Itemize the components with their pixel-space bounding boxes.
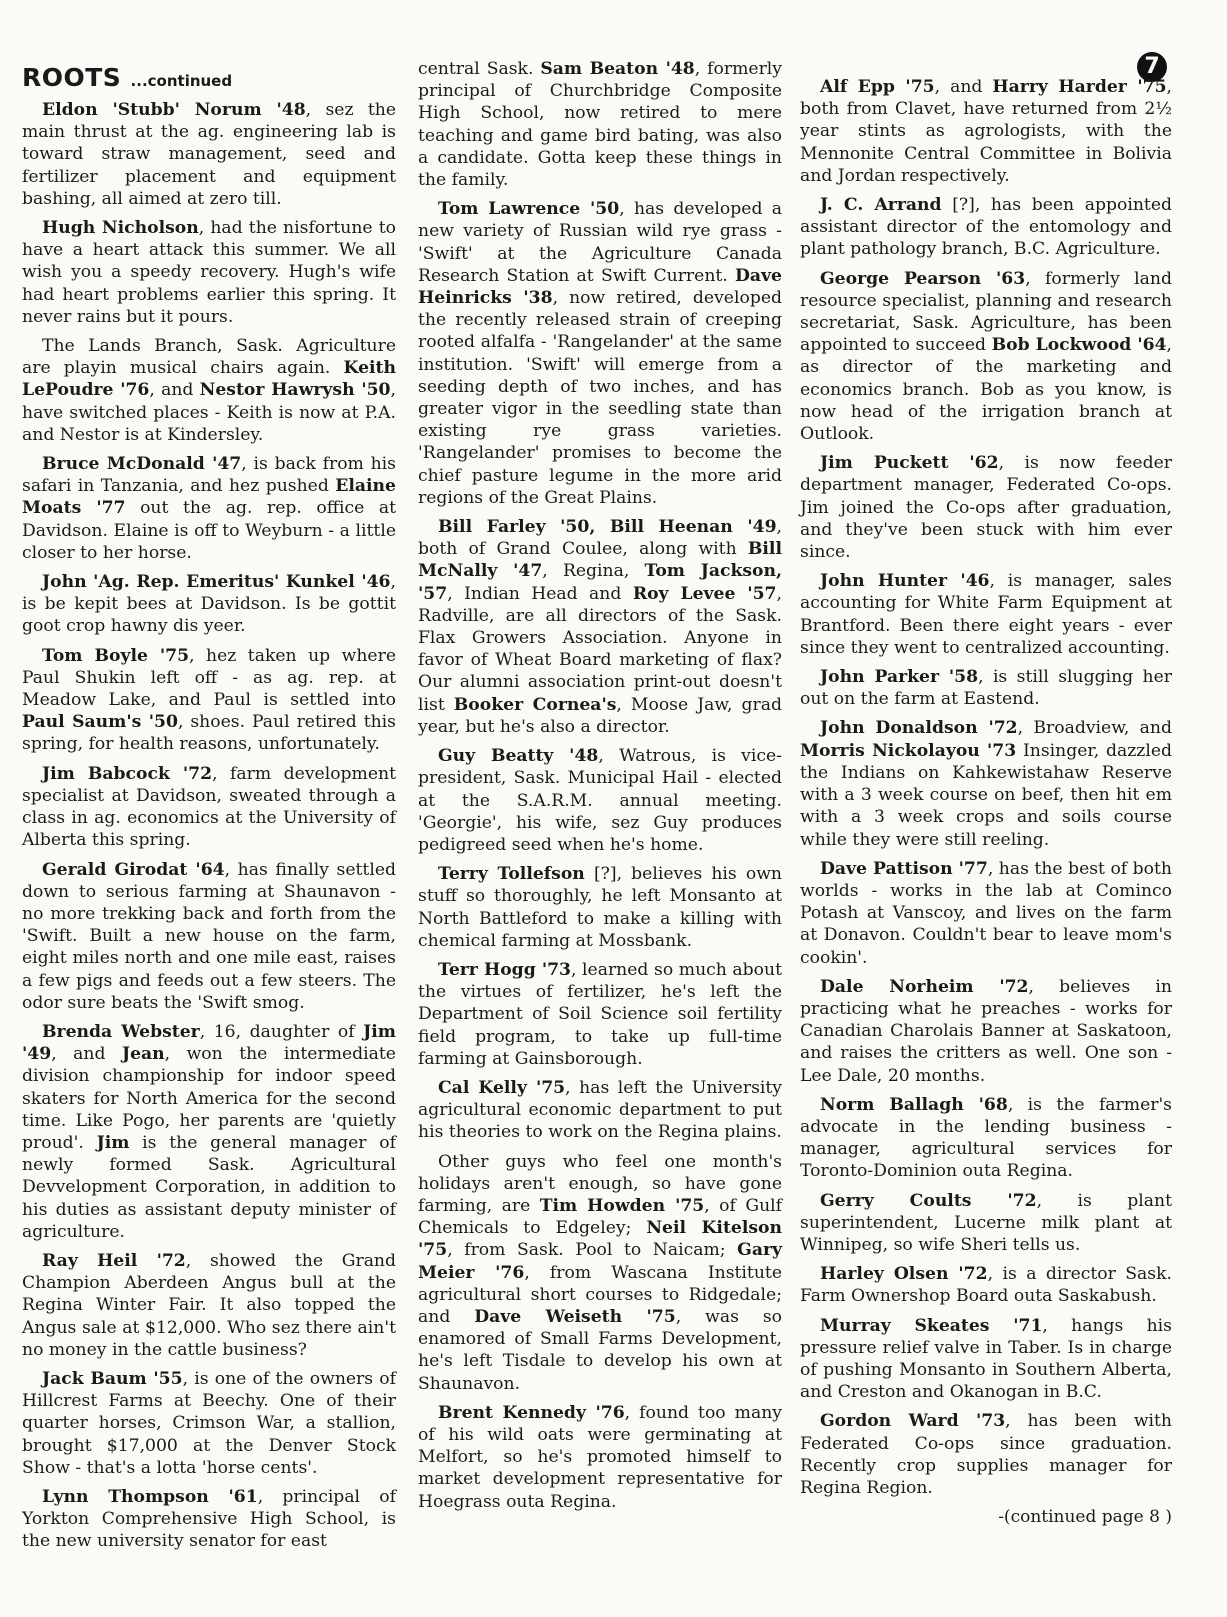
text-run: , now retired, developed the recently released strain of creeping rooted alfalfa - 'Rangelander' at the same institution. 'Swift' will emerge from a seeding depth of two inches, and has greater vigor in the seedling state than existing rye grass varieties. 'Rangelander' promises to become the chief pasture legume in the more arid regions of the Great Plains. — [418, 288, 782, 508]
name-bold: Dale Norheim '72 — [820, 976, 1029, 997]
text-run: , shoes. Paul retired this spring, for health reasons, unfortunately. — [22, 712, 396, 755]
text-run: , Regina, — [542, 561, 645, 582]
text-run: , is a director Sask. Farm Ownershop Board outa Saskabush. — [800, 1264, 1172, 1307]
paragraph — [418, 863, 782, 952]
name-bold: Booker Cornea's — [453, 694, 617, 715]
paragraph — [22, 1368, 396, 1479]
name-bold: Sam Beaton '48 — [540, 59, 695, 79]
name-bold: Jean — [121, 1044, 165, 1065]
text-run: , has developed a new variety of Russian wild rye grass - 'Swift' at the Agriculture Canada Research Station at Swift Current. — [418, 199, 782, 286]
text-run: is the general manager of newly formed Sask. Agricultural Devvelopment Corporation, in addition to his duties as assistant deputy minister of agriculture. — [22, 1132, 396, 1242]
name-bold: J. C. Arrand — [820, 195, 942, 216]
name-bold: Neil Kitelson '75 — [418, 1218, 782, 1261]
name-bold: Terr Hogg '73 — [438, 959, 571, 980]
text-run: , won the intermediate division championship for indoor speed skaters for North America for the second time. Like Pogo, her parents are 'quietly proud'. — [22, 1044, 396, 1153]
text-run: , formerly land resource specialist, planning and research secretariat, Sask. Agriculture, has been appointed to succeed — [800, 268, 1172, 356]
text-run: [?], believes his own stuff so thoroughly, he left Monsanto at North Battleford to make a killing with chemical farming at Mossbank. — [418, 864, 782, 951]
paragraph — [418, 1077, 782, 1144]
text-run: [?], has been appointed assistant director of the entomology and plant pathology branch, B.C. Agriculture. — [800, 195, 1172, 260]
name-bold: Alf Epp '75 — [820, 77, 935, 97]
text-run: , principal of Yorkton Comprehensive High School, is the new university senator for east — [22, 1486, 396, 1552]
name-bold: Brenda Webster — [42, 1021, 200, 1042]
name-bold: Elaine Moats '77 — [22, 476, 396, 519]
text-run: , Broadview, and — [1017, 718, 1172, 739]
text-run: , is still slugging her out on the farm at Eastend. — [800, 667, 1172, 710]
name-bold: John Parker '58 — [820, 667, 979, 688]
text-run: , from Sask. Pool to Naicam; — [447, 1240, 738, 1261]
paragraph — [800, 858, 1172, 969]
paragraph — [418, 959, 782, 1070]
name-bold: Tom Boyle '75 — [42, 645, 190, 666]
text-run: , Watrous, is vice-president, Sask. Municipal Hail - elected at the S.A.R.M. annual meeting. 'Georgie', his wife, sez Guy produces pedigreed seed when he's home. — [418, 746, 782, 855]
text-run: , found too many of his wild oats were germinating at Melfort, so he's promoted himself to market development representative for Hoegrass outa Regina. — [418, 1402, 782, 1512]
text-run: , sez the main thrust at the ag. engineering lab is toward straw management, seed and fertilizer placement and equipment bashing, all aimed at zero till. — [22, 100, 396, 209]
paragraph — [22, 645, 396, 756]
text-run: , Moose Jaw, grad year, but he's also a director. — [418, 694, 782, 737]
name-bold: Jim — [96, 1132, 130, 1153]
name-bold: Gary Meier '76 — [418, 1240, 782, 1283]
paragraph — [800, 976, 1172, 1087]
paragraph — [800, 452, 1172, 563]
name-bold: Dave Pattison '77 — [820, 858, 988, 879]
text-run: , is be kepit bees at Davidson. Is be gottit goot crop hawny dis yeer. — [22, 572, 396, 637]
name-bold: Gerald Girodat '64 — [42, 859, 225, 880]
name-bold: Murray Skeates '71 — [820, 1315, 1043, 1336]
name-bold: Eldon 'Stubb' Norum '48 — [42, 100, 306, 120]
page-number-badge: 7 — [1137, 52, 1167, 82]
text-run: central Sask. — [418, 59, 541, 79]
paragraph — [800, 1315, 1172, 1404]
text-run: , and — [934, 77, 993, 97]
name-bold: Jim Babcock '72 — [42, 763, 213, 784]
name-bold: Gerry Coults '72 — [820, 1190, 1037, 1211]
paragraph — [418, 1151, 782, 1395]
title-text: ROOTS — [22, 63, 122, 92]
paragraph — [22, 859, 396, 1014]
name-bold: Roy Levee '57 — [632, 583, 777, 604]
paragraph — [800, 717, 1172, 850]
text-run: , has the best of both worlds - works in the lab at Cominco Potash at Vanscoy, and lives on the farm at Donavon. Couldn't bear to leave mom's cookin'. — [800, 858, 1172, 968]
text-run: , is one of the owners of Hillcrest Farms at Beechy. One of their quarter horses, Crimson War, a stallion, brought $17,000 at the Denver Stock Show - that's a lotta 'horse cents'. — [22, 1368, 396, 1478]
name-bold: Tom Jackson, '57 — [418, 561, 782, 604]
name-bold: Keith LePoudre '76 — [22, 358, 396, 401]
column-3 — [800, 76, 1172, 1528]
paragraph — [418, 745, 782, 856]
text-run: , have switched places - Keith is now at P.A. and Nestor is at Kindersley. — [22, 380, 396, 445]
name-bold: Dave Heinricks '38 — [418, 265, 782, 309]
paragraph — [22, 571, 396, 638]
text-run: , formerly principal of Churchbridge Composite High School, now retired to mere teaching and game bird bating, was also a candidate. Gotta keep these things in the family. — [418, 59, 782, 191]
paragraph — [22, 1250, 396, 1361]
paragraph — [800, 570, 1172, 659]
name-bold: Guy Beatty '48 — [438, 746, 599, 767]
name-bold: Paul Saum's '50 — [22, 712, 178, 733]
text-run: , of Gulf Chemicals to Edgeley; — [418, 1195, 782, 1239]
text-run: , farm development specialist at Davidson, sweated through a class in ag. economics at the University of Alberta this spring. — [22, 763, 396, 851]
text-run: , hez taken up where Paul Shukin left off - as ag. rep. at Meadow Lake, and Paul is settled into — [22, 645, 396, 711]
name-bold: Hugh Nicholson — [42, 218, 199, 239]
paragraph — [800, 194, 1172, 261]
name-bold: Ray Heil '72 — [42, 1250, 186, 1271]
name-bold: Nestor Hawrysh '50 — [199, 380, 391, 401]
text-run: , hangs his pressure relief valve in Taber. Is in charge of pushing Monsanto in Southern Alberta, and Creston and Okanogan in B.C. — [800, 1315, 1172, 1403]
paragraph — [22, 453, 396, 564]
column-1-paragraphs — [22, 99, 396, 1553]
name-bold: Jim '49 — [22, 1021, 396, 1065]
continued-note: -(continued page 8 ) — [998, 1507, 1172, 1528]
name-bold: Brent Kennedy '76 — [438, 1402, 625, 1423]
text-run: , both of Grand Coulee, along with — [418, 517, 782, 560]
paragraph — [800, 1190, 1172, 1257]
paragraph — [800, 268, 1172, 446]
text-run: , is plant superintendent, Lucerne milk plant at Winnipeg, so wife Sheri tells us. — [800, 1190, 1172, 1255]
paragraph — [418, 516, 782, 738]
paragraph — [800, 1263, 1172, 1307]
name-bold: Bruce McDonald '47 — [42, 454, 242, 475]
paragraph — [22, 99, 396, 210]
text-run: , learned so much about the virtues of fertilizer, he's left the Department of Soil Science soil fertility field program, to take up full-time farming at Gainsborough. — [418, 959, 782, 1069]
name-bold: Bill Farley '50, Bill Heenan '49 — [438, 517, 777, 538]
text-run: Insinger, dazzled the Indians on Kahkewistahaw Reserve with a 3 week course on beef, then hit em with a 3 week crops and soils course while they were still reeling. — [800, 740, 1172, 850]
name-bold: Cal Kelly '75 — [438, 1077, 566, 1098]
name-bold: Norm Ballagh '68 — [820, 1094, 1008, 1115]
text-run: , was so enamored of Small Farms Development, he's left Tisdale to develop his own at Shaunavon. — [418, 1306, 782, 1394]
paragraph — [22, 1021, 396, 1243]
paragraph — [800, 76, 1172, 187]
paragraph — [800, 1094, 1172, 1183]
text-run: , showed the Grand Champion Aberdeen Angus bull at the Regina Winter Fair. It also topped the Angus sale at $12,000. Who sez there ain't no money in the cattle business? — [22, 1250, 397, 1360]
column-2 — [418, 58, 782, 1520]
text-run: , is now feeder department manager, Federated Co-ops. Jim joined the Co-ops after graduation, and they've been stuck with him ever since. — [800, 453, 1172, 563]
name-bold: Lynn Thompson '61 — [42, 1486, 258, 1507]
text-run: , Indian Head and — [447, 583, 633, 604]
text-run: , is back from his safari in Tanzania, and hez pushed — [22, 454, 396, 497]
paragraph — [22, 217, 396, 328]
text-run: , both from Clavet, have returned from 2½ year stints as agrologists, with the Mennonite Central Committee in Bolivia and Jordan respectively. — [800, 77, 1173, 186]
name-bold: George Pearson '63 — [820, 268, 1026, 289]
name-bold: Terry Tollefson — [438, 864, 585, 885]
text-run: , has been with Federated Co-ops since graduation. Recently crop supplies manager for Regina Region. — [800, 1411, 1172, 1498]
title-suffix: ...continued — [130, 72, 233, 90]
name-bold: John Donaldson '72 — [820, 718, 1018, 739]
name-bold: Bob Lockwood '64 — [991, 335, 1167, 356]
name-bold: Harley Olsen '72 — [820, 1264, 988, 1285]
paragraph — [418, 1402, 782, 1513]
name-bold: John 'Ag. Rep. Emeritus' Kunkel '46 — [42, 572, 391, 593]
name-bold: Gordon Ward '73 — [820, 1411, 1006, 1432]
name-bold: Bill McNally '47 — [418, 539, 782, 582]
text-run: , is manager, sales accounting for White Farm Equipment at Brantford. Been there eight years - ever since they went to centralized accounting. — [800, 571, 1172, 658]
paragraph — [418, 198, 782, 509]
paragraph — [22, 1486, 396, 1553]
text-run: , has left the University agricultural economic department to put his theories to work on the Regina plains. — [418, 1077, 782, 1143]
text-run: The Lands Branch, Sask. Agriculture are playin musical chairs again. — [22, 336, 396, 379]
text-run: out the ag. rep. office at Davidson. Elaine is off to Weyburn - a little closer to her horse. — [22, 498, 396, 563]
name-bold: Harry Harder '75 — [992, 77, 1167, 97]
paragraph — [22, 763, 396, 852]
text-run: , and — [51, 1044, 122, 1065]
text-run: , 16, daughter of — [199, 1021, 364, 1042]
paragraph — [800, 1410, 1172, 1499]
column-1 — [22, 62, 396, 1560]
name-bold: Jack Baum '55 — [42, 1368, 183, 1389]
name-bold: John Hunter '46 — [820, 571, 990, 592]
name-bold: Tim Howden '75 — [539, 1195, 705, 1216]
text-run: , had the nisfortune to have a heart attack this summer. We all wish you a speedy recovery. Hugh's wife had heart problems earlier this spring. It never rains but it pours. — [22, 218, 396, 327]
paragraph — [22, 335, 396, 446]
paragraph — [800, 666, 1172, 710]
name-bold: Tom Lawrence '50 — [438, 199, 620, 220]
paragraph — [418, 58, 782, 191]
name-bold: Dave Weiseth '75 — [474, 1306, 676, 1327]
name-bold: Morris Nickolayou '73 — [800, 740, 1017, 761]
name-bold: Jim Puckett '62 — [820, 453, 999, 474]
text-run: , as director of the marketing and economics branch. Bob as you know, is now head of the irrigation branch at Outlook. — [800, 335, 1172, 445]
text-run: , Radville, are all directors of the Sask. Flax Growers Association. Anyone in favor of Wheat Board marketing of flax? Our alumni association print-out doesn't list — [418, 583, 782, 715]
text-run: , from Wascana Institute agricultural short courses to Ridgedale; and — [418, 1262, 782, 1327]
column-2-paragraphs — [418, 58, 782, 1513]
text-run: , and — [149, 380, 200, 401]
column-3-paragraphs — [800, 76, 1172, 1499]
text-run: , believes in practicing what he preaches - works for Canadian Charolais Banner at Saskatoon, and raises the critters as well. One son - Lee Dale, 20 months. — [800, 976, 1172, 1086]
text-run: , has finally settled down to serious farming at Shaunavon - no more trekking back and forth from the 'Swift. Built a new house on the farm, eight miles north and one mile east, raises a few pigs and feeds out a few steers. The odor sure beats the 'Swift smog. — [22, 859, 396, 1013]
text-run: , is the farmer's advocate in the lending business - manager, agricultural services for Toronto-Dominion outa Regina. — [800, 1094, 1172, 1182]
text-run: Other guys who feel one month's holidays aren't enough, so have gone farming, are — [418, 1151, 782, 1216]
section-title — [22, 62, 396, 97]
